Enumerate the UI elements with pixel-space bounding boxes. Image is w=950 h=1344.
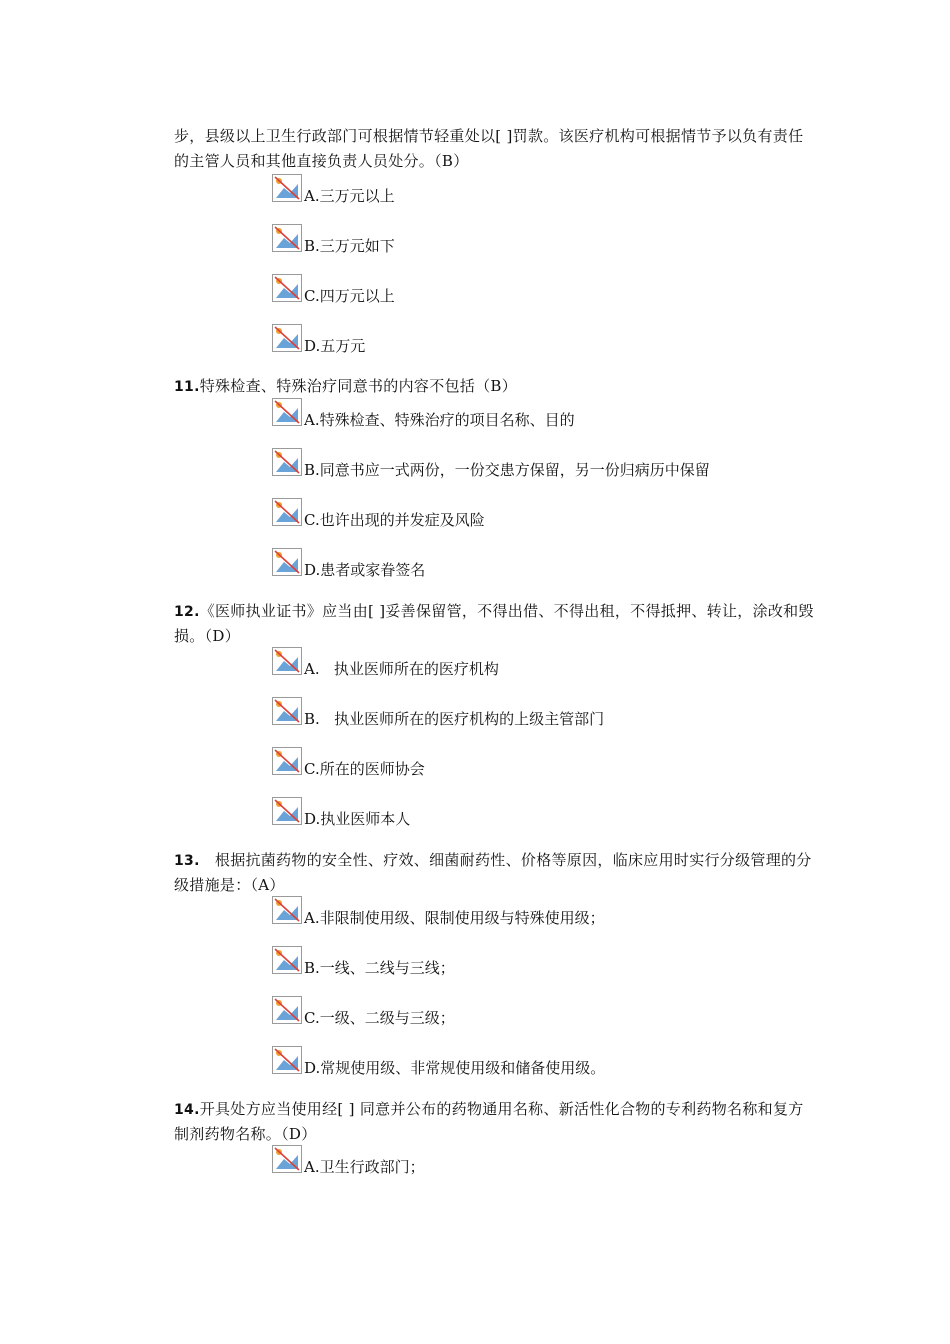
option-label: D.五万元 — [304, 337, 366, 355]
question-number: 13. — [174, 853, 200, 869]
broken-image-icon — [272, 1145, 302, 1173]
option-label: A.三万元以上 — [304, 187, 395, 205]
broken-image-icon — [272, 324, 302, 352]
broken-image-icon — [272, 697, 302, 725]
broken-image-icon — [272, 224, 302, 252]
option-label: D.执业医师本人 — [304, 810, 411, 828]
broken-image-icon — [272, 1046, 302, 1074]
broken-image-icon — [272, 274, 302, 302]
option-label: D.常规使用级、非常规使用级和储备使用级。 — [304, 1059, 606, 1077]
option-label: A.非限制使用级、限制使用级与特殊使用级； — [304, 909, 605, 927]
broken-image-icon — [272, 548, 302, 576]
broken-image-icon — [272, 398, 302, 426]
broken-image-icon — [272, 747, 302, 775]
option-label: B.同意书应一式两份，一份交患方保留，另一份归病历中保留 — [304, 461, 710, 479]
question-text: 步，县级以上卫生行政部门可根据情节轻重处以[ ]罚款。该医疗机构可根据情节予以负有责任的主管人员和其他直接负责人员处分。（B） — [174, 127, 804, 170]
option-label: B.三万元如下 — [304, 237, 395, 255]
option-label: B. 执业医师所在的医疗机构的上级主管部门 — [304, 710, 605, 728]
option-label: A.特殊检查、特殊治疗的项目名称、目的 — [304, 411, 575, 429]
option-label: D.患者或家眷签名 — [304, 561, 426, 579]
option-label: C.一级、二级与三级； — [304, 1009, 455, 1027]
option-label: C.四万元以上 — [304, 287, 395, 305]
question-number: 11. — [174, 379, 200, 395]
broken-image-icon — [272, 896, 302, 924]
question-text: 12.《医师执业证书》应当由[ ]妥善保留管，不得出借、不得出租，不得抵押、转让，涂改和毁损。（D） — [174, 602, 814, 645]
question-number: 14. — [174, 1102, 200, 1118]
question-text: 14.开具处方应当使用经[ ] 同意并公布的药物通用名称、新活性化合物的专利药物名称和复方制剂药物名称。（D） — [174, 1100, 804, 1143]
broken-image-icon — [272, 498, 302, 526]
option-label: A. 执业医师所在的医疗机构 — [304, 660, 499, 678]
option-label: A.卫生行政部门； — [304, 1158, 425, 1176]
question-number: 12. — [174, 604, 200, 620]
broken-image-icon — [272, 797, 302, 825]
broken-image-icon — [272, 448, 302, 476]
question-text: 11.特殊检查、特殊治疗同意书的内容不包括（B） — [174, 377, 518, 395]
broken-image-icon — [272, 946, 302, 974]
option-label: B.一线、二线与三线； — [304, 959, 455, 977]
question-text: 13. 根据抗菌药物的安全性、疗效、细菌耐药性、价格等原因，临床应用时实行分级管理的分级措施是：（A） — [174, 851, 812, 894]
broken-image-icon — [272, 174, 302, 202]
option-label: C.也许出现的并发症及风险 — [304, 511, 485, 529]
option-label: C.所在的医师协会 — [304, 760, 425, 778]
broken-image-icon — [272, 647, 302, 675]
broken-image-icon — [272, 996, 302, 1024]
